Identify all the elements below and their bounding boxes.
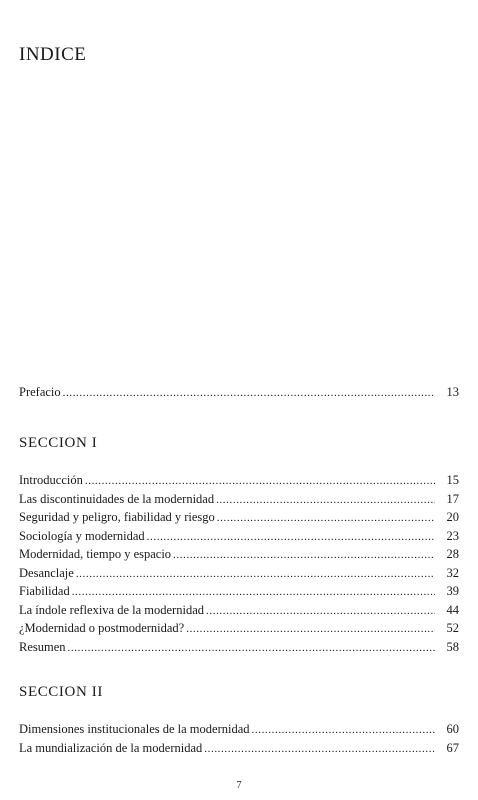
toc-entry-title: Introducción <box>19 473 83 487</box>
toc-entry-page: 17 <box>446 491 459 506</box>
dot-leader <box>216 490 435 509</box>
toc-entry-page: 67 <box>446 740 459 755</box>
toc-entry-title: La mundialización de la modernidad <box>19 740 203 755</box>
toc-entry-title: Seguridad y peligro, fiabilidad y riesgo <box>19 510 215 524</box>
page-number: 7 <box>236 780 242 791</box>
dot-leader <box>173 545 435 564</box>
toc-entry-preface <box>19 383 459 402</box>
toc-entry-title: Prefacio <box>19 385 61 399</box>
toc-entry <box>19 739 459 758</box>
toc-entry-title: ¿Modernidad o postmodernidad? <box>19 621 185 635</box>
dot-leader <box>63 383 435 402</box>
toc-entry <box>19 564 459 583</box>
toc-entry <box>19 527 459 546</box>
dot-leader <box>204 739 435 758</box>
toc-entry-title: Las discontinuidades de la modernidad <box>19 491 215 506</box>
toc-entry-title: Modernidad, tiempo y espacio <box>19 547 172 561</box>
toc-entry-title: Sociología y modernidad <box>19 528 145 543</box>
dot-leader <box>206 601 435 620</box>
toc-entry-page: 44 <box>446 602 459 617</box>
toc-entry-page: 15 <box>446 473 459 487</box>
dot-leader <box>147 527 435 546</box>
toc-entry-page: 23 <box>446 528 459 543</box>
preface-list <box>19 383 459 402</box>
toc-entry-title: Dimensiones institucionales de la modernidad <box>19 722 250 736</box>
dot-leader <box>85 471 435 490</box>
section-2-list <box>19 720 459 757</box>
dot-leader <box>68 638 435 657</box>
dot-leader <box>72 582 435 601</box>
dot-leader <box>217 508 435 527</box>
toc-entry-page: 58 <box>446 639 459 654</box>
toc-entry-page: 32 <box>446 565 459 580</box>
toc-entry <box>19 582 459 601</box>
toc-entry-page: 60 <box>446 722 459 736</box>
toc-entry <box>19 471 459 490</box>
toc-entry <box>19 638 459 657</box>
toc-entry <box>19 601 459 620</box>
toc-entry-title: Desanclaje <box>19 565 74 580</box>
toc-entry <box>19 490 459 509</box>
toc-entry <box>19 508 459 527</box>
toc-entry-page: 20 <box>446 510 459 524</box>
toc-entry-page: 52 <box>446 621 459 635</box>
dot-leader <box>186 619 435 638</box>
page-title: INDICE <box>19 44 87 65</box>
section-heading-1: SECCION I <box>19 435 98 451</box>
toc-entry-title: Fiabilidad <box>19 584 70 598</box>
toc-entry <box>19 619 459 638</box>
dot-leader <box>252 720 435 739</box>
section-1-list <box>19 471 459 656</box>
toc-entry-page: 13 <box>446 385 459 399</box>
toc-entry-page: 39 <box>446 584 459 598</box>
toc-entry-page: 28 <box>446 547 459 561</box>
toc-entry-title: La índole reflexiva de la modernidad <box>19 602 204 617</box>
dot-leader <box>76 564 435 583</box>
section-heading-2: SECCION II <box>19 684 103 700</box>
toc-entry <box>19 720 459 739</box>
toc-entry-title: Resumen <box>19 639 66 654</box>
toc-entry <box>19 545 459 564</box>
